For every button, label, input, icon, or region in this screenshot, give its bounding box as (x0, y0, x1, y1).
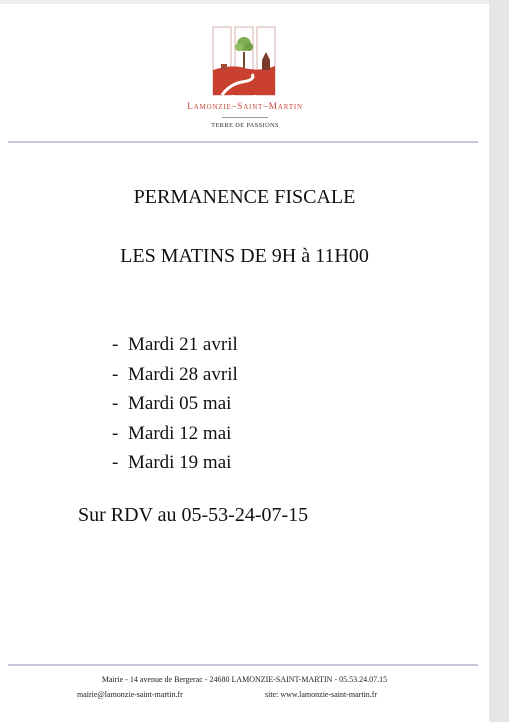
date-item: - Mardi 05 mai (112, 393, 232, 414)
date-item: - Mardi 12 mai (112, 422, 232, 444)
header-divider (8, 141, 478, 143)
date-item: - Mardi 28 avril (112, 363, 238, 385)
brand-name: Lamonzie–Saint–Martin (187, 102, 303, 112)
brand-underline (222, 117, 268, 118)
date-text: Mardi 12 mai (128, 422, 232, 444)
dates-list (112, 330, 238, 478)
date-text: Mardi 21 avril (128, 334, 238, 355)
brand-tagline: TERRE DE PASSIONS (211, 122, 279, 129)
top-edge (0, 0, 489, 4)
footer-address: Mairie - 14 avenue de Bergerac - 24680 LAMONZIE-SAINT-MARTIN - 05.53.24.07.15 (101, 675, 388, 684)
notice-title: PERMANENCE FISCALE (133, 186, 356, 208)
date-text: Mardi 05 mai (128, 393, 232, 414)
footer-website: site: www.lamonzie-saint-martin.fr (265, 690, 378, 699)
date-item: - Mardi 19 mai (112, 452, 232, 473)
scan-margin (489, 0, 509, 722)
date-text: Mardi 19 mai (128, 452, 232, 473)
notice-hours: LES MATINS DE 9H à 11H00 (120, 245, 369, 267)
date-text: Mardi 28 avril (128, 363, 238, 385)
date-item: - Mardi 21 avril (112, 334, 238, 355)
town-logo-icon (212, 26, 276, 96)
footer-email: mairie@lamonzie-saint-martin.fr (77, 690, 183, 699)
footer-divider (8, 664, 478, 666)
appointment-phone: Sur RDV au 05-53-24-07-15 (78, 504, 309, 526)
